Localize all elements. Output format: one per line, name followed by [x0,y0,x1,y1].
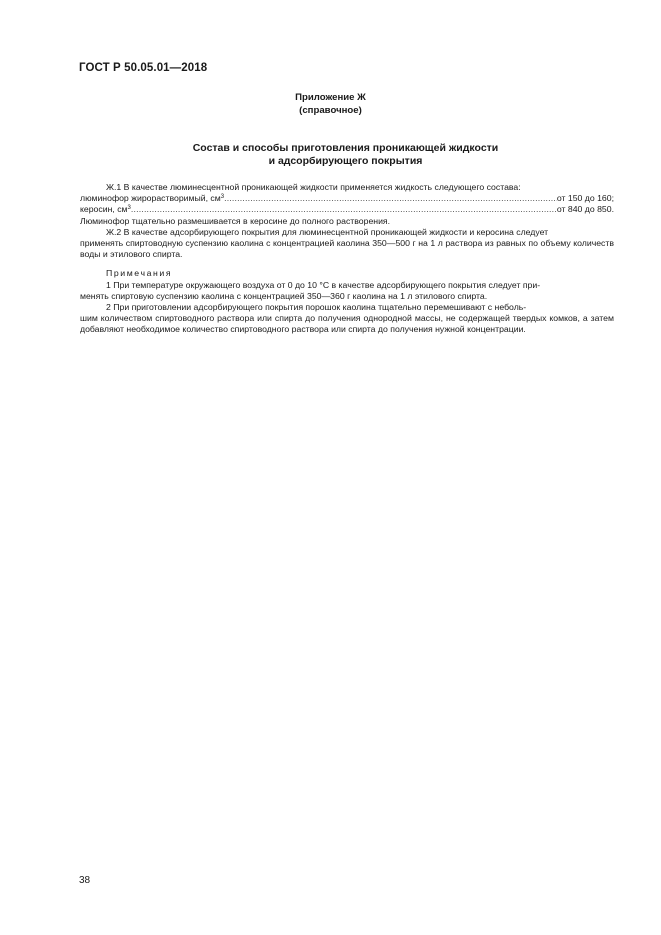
leader-dots [131,204,557,215]
note-1-line1: 1 При температуре окружающего воздуха от 0 до 10 °С в качестве адсорбирующего покрытия следует при- [106,279,541,290]
composition-row-kerosene [80,204,614,215]
section-title-line2: и адсорбирующего покрытия [268,155,423,167]
document-code: ГОСТ Р 50.05.01—2018 [79,62,208,74]
page-number: 38 [79,875,91,886]
section-title [0,142,661,168]
leader-dots [224,193,557,204]
composition-value: от 840 до 850. [556,204,614,215]
composition-value: от 150 до 160; [556,193,614,204]
appendix-subtitle: (справочное) [299,104,362,116]
paragraph-zh1-intro: Ж.1 В качестве люминесцентной проникающей жидкости применяется жидкость следующего состава: [106,182,521,192]
section-title-line1: Состав и способы приготовления проникающей жидкости [192,142,499,154]
paragraph-zh2-rest: применять спиртоводную суспензию каолина с концентрацией каолина 350—500 г на 1 л раствора из равных по объему количеств воды и этилового спирта. [80,238,614,260]
composition-list [80,193,614,227]
note-1-rest: менять спиртовую суспензию каолина с концентрацией 350—360 г каолина на 1 л этилового спирта. [80,290,488,301]
appendix-title: Приложение Ж [295,92,366,103]
paragraph-zh1-after: Люминофор тщательно размешивается в керосине до полного растворения. [80,215,391,226]
notes-heading: Примечания [106,268,173,279]
note-2-rest: шим количеством спиртоводного раствора или спирта до получения однородной массы, не содержащей твердых комков, а затем добавляют необходимое количество спиртоводного раствора или спирта до получения нужной концентрации. [80,313,614,335]
note-2-line1: 2 При приготовлении адсорбирующего покрытия порошок каолина тщательно перемешивают с неболь- [106,302,527,313]
paragraph-zh2-line1: Ж.2 В качестве адсорбирующего покрытия для люминесцентной проникающей жидкости и керосина следует [106,226,549,237]
composition-name: керосин, $см^3$ [80,204,131,215]
note-1 [80,280,614,302]
note-2 [80,302,614,336]
composition-row-phosphor [80,193,614,204]
paragraph-zh2 [80,227,614,261]
document-body [80,182,614,336]
composition-name: люминофор жирорастворимый, $см^3$ [80,193,225,204]
appendix-heading [0,92,661,117]
